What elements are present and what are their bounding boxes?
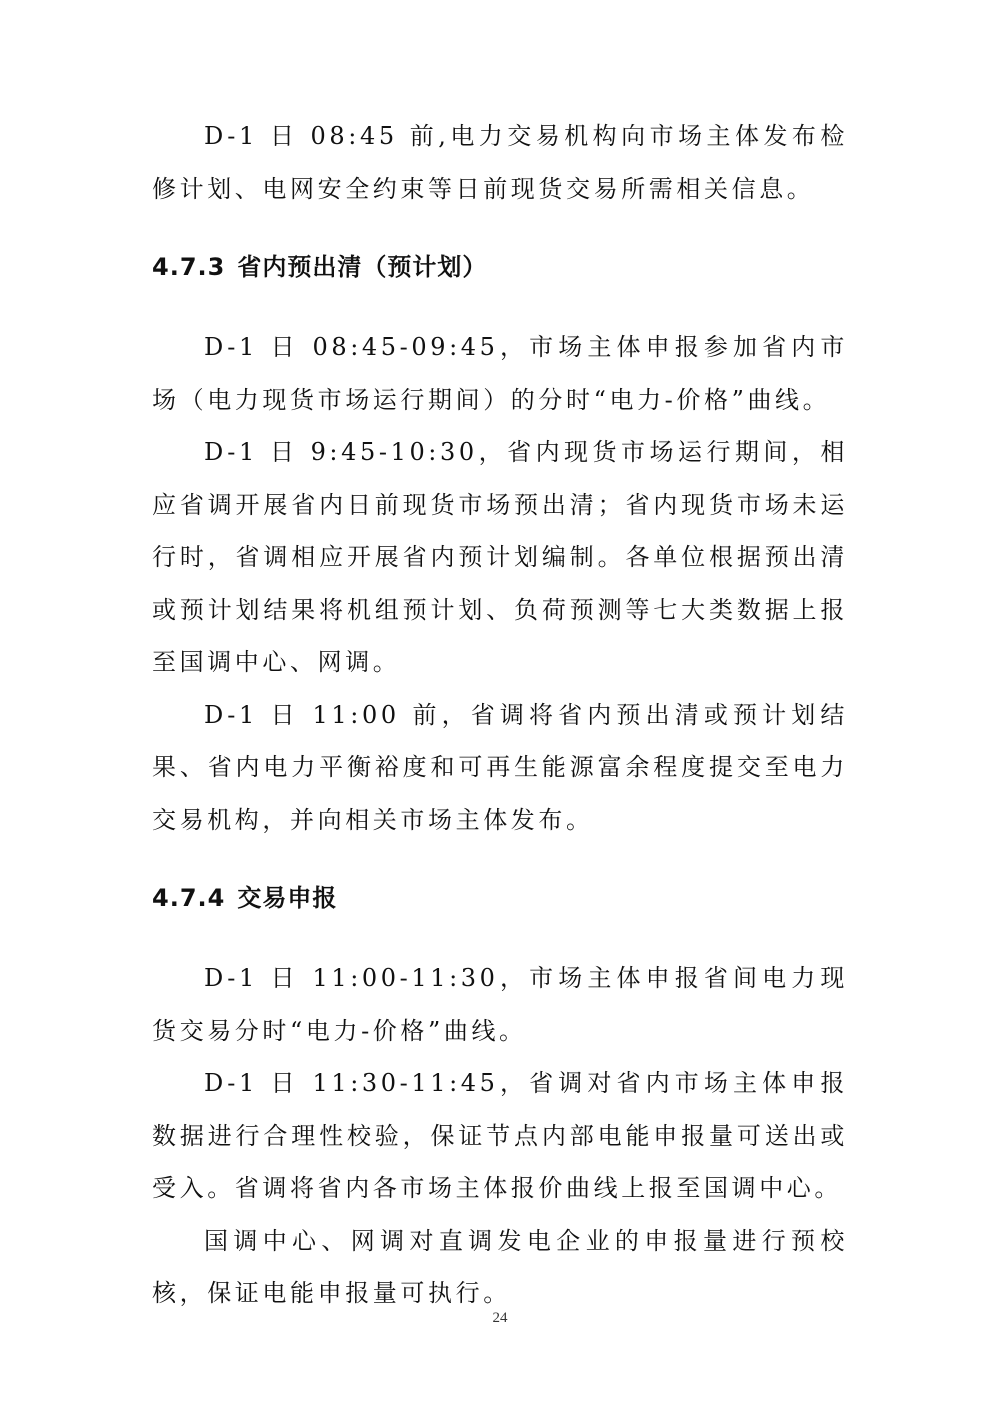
section-heading-4-7-3 (152, 241, 848, 293)
paragraph-pre-check: 国调中心、网调对直调发电企业的申报量进行预校核，保证电能申报量可执行。 (152, 1226, 848, 1307)
spacer (152, 293, 848, 321)
section-number: 4.7.4 (152, 884, 226, 912)
section-heading-4-7-4 (152, 872, 848, 924)
section-title: 交易申报 (237, 884, 338, 912)
paragraph-interprovincial-bid: D-1 日 11:00-11:30，市场主体申报省间电力现货交易分时“电力-价格”曲线。 (152, 964, 848, 1045)
paragraph-validation: D-1 日 11:30-11:45，省调对省内市场主体申报数据进行合理性校验，保证节点内部电能申报量可送出或受入。省调将省内各市场主体报价曲线上报至国调中心。 (152, 1069, 848, 1202)
page-body (152, 110, 848, 1320)
paragraph-pre-clearing-results: D-1 日 11:00 前，省调将省内预出清或预计划结果、省内电力平衡裕度和可再生能源富余程度提交至电力交易机构，并向相关市场主体发布。 (152, 700, 848, 834)
section-number: 4.7.3 (152, 253, 226, 281)
spacer (152, 846, 848, 872)
paragraph-provincial-bid: D-1 日 08:45-09:45，市场主体申报参加省内市场（电力现货市场运行期间）的分时“电力-价格”曲线。 (152, 333, 848, 414)
page-number: 24 (492, 1310, 508, 1326)
spacer (152, 924, 848, 952)
paragraph-info-release: D-1 日 08:45 前,电力交易机构向市场主体发布检修计划、电网安全约束等日前现货交易所需相关信息。 (152, 122, 848, 203)
spacer (152, 215, 848, 241)
paragraph-pre-clearing: D-1 日 9:45-10:30，省内现货市场运行期间，相应省调开展省内日前现货市场预出清；省内现货市场未运行时，省调相应开展省内预计划编制。各单位根据预出清或预计划结果将机组预计划、负荷预测等七大类数据上报至国调中心、网调。 (152, 438, 848, 676)
section-title: 省内预出清（预计划） (237, 253, 488, 281)
